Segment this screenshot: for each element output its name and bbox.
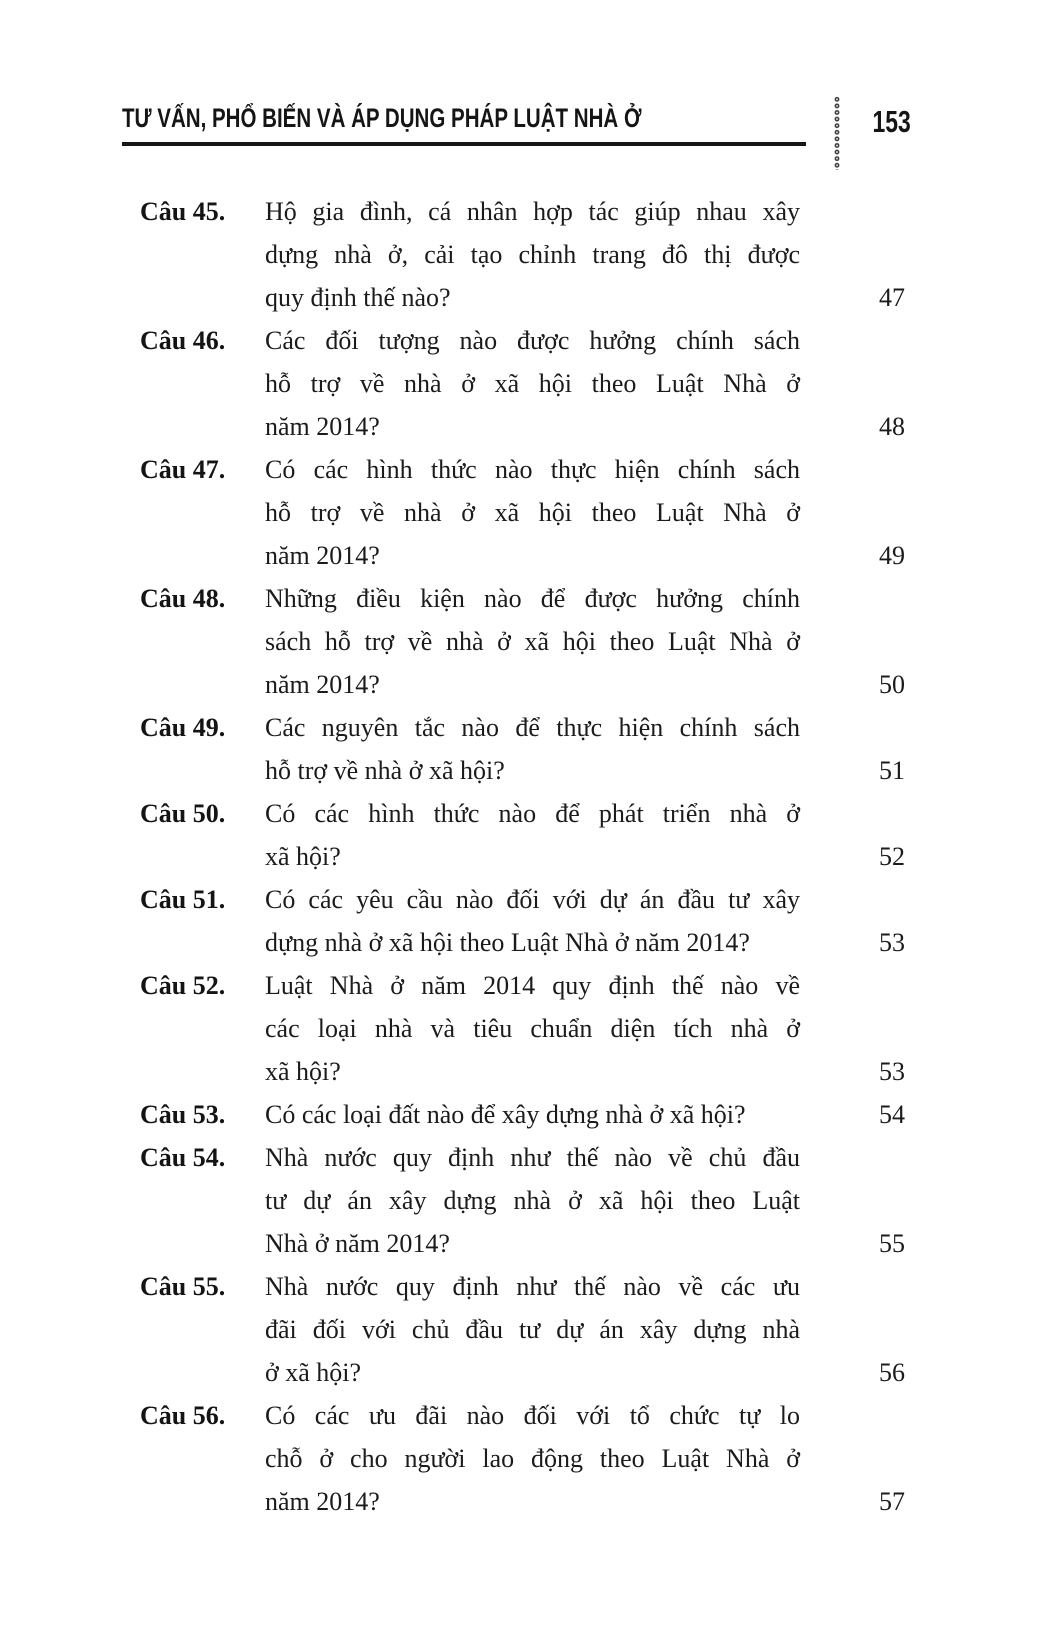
toc-entry-line: hỗ trợ về nhà ở xã hội? [265, 756, 505, 785]
toc-entry-line: xã hội? [265, 842, 341, 871]
toc-entry-question [265, 1265, 800, 1394]
toc-list [140, 190, 905, 1523]
toc-entry-question [265, 577, 800, 706]
toc-entry-page: 55 [879, 1229, 905, 1258]
toc-entry-label: Câu 51. [140, 885, 226, 914]
toc-entry-page: 51 [879, 756, 905, 785]
toc-entry-line: chỗ ở cho người lao động theo Luật Nhà ở [265, 1444, 800, 1473]
toc-entry [140, 878, 905, 964]
toc-entry-line: hỗ trợ về nhà ở xã hội theo Luật Nhà ở [265, 498, 800, 527]
toc-entry [140, 964, 905, 1093]
toc-entry-line: Hộ gia đình, cá nhân hợp tác giúp nhau xây [265, 197, 800, 226]
toc-entry-question [265, 448, 800, 577]
toc-entry [140, 792, 905, 878]
toc-entry-line: Có các loại đất nào để xây dựng nhà ở xã hội? [265, 1100, 746, 1129]
toc-entry-label: Câu 52. [140, 971, 226, 1000]
toc-entry-line: Nhà nước quy định như thế nào về chủ đầu [265, 1143, 800, 1172]
toc-entry-line: ở xã hội? [265, 1358, 362, 1387]
toc-entry-line: Luật Nhà ở năm 2014 quy định thế nào về [265, 971, 800, 1000]
toc-entry [140, 1093, 905, 1136]
toc-entry-page: 57 [879, 1487, 905, 1516]
toc-entry-label: Câu 47. [140, 455, 226, 484]
toc-entry-label: Câu 54. [140, 1143, 226, 1172]
toc-entry-label: Câu 45. [140, 197, 226, 226]
toc-entry-question [265, 1394, 800, 1523]
toc-entry-page: 56 [879, 1358, 905, 1387]
toc-entry-page: 48 [879, 412, 905, 441]
toc-entry-question [265, 706, 800, 792]
toc-entry-page: 50 [879, 670, 905, 699]
toc-entry-label: Câu 46. [140, 326, 226, 355]
toc-entry-line: năm 2014? [265, 412, 380, 441]
toc-entry-line: Các đối tượng nào được hưởng chính sách [265, 326, 800, 355]
toc-entry [140, 1394, 905, 1523]
toc-entry [140, 319, 905, 448]
toc-entry-line: Có các hình thức nào để phát triển nhà ở [265, 799, 800, 828]
toc-entry-line: tư dự án xây dựng nhà ở xã hội theo Luật [265, 1186, 800, 1215]
toc-entry-question [265, 319, 800, 448]
toc-entry-line: Có các ưu đãi nào đối với tổ chức tự lo [265, 1401, 800, 1430]
toc-entry-question [265, 1136, 800, 1265]
toc-entry-page: 49 [879, 541, 905, 570]
toc-entry-label: Câu 55. [140, 1272, 226, 1301]
toc-entry-line: năm 2014? [265, 1487, 380, 1516]
toc-entry-question [265, 964, 800, 1093]
toc-entry-line: năm 2014? [265, 541, 380, 570]
toc-entry-label: Câu 48. [140, 584, 226, 613]
toc-entry-question [265, 1093, 800, 1136]
toc-entry-line: Nhà nước quy định như thế nào về các ưu [265, 1272, 800, 1301]
toc-entry [140, 1265, 905, 1394]
toc-entry-line: Các nguyên tắc nào để thực hiện chính sách [265, 713, 800, 742]
toc-entry-page: 53 [879, 928, 905, 957]
toc-entry [140, 190, 905, 319]
toc-entry-page: 47 [879, 283, 905, 312]
toc-entry-label: Câu 56. [140, 1401, 226, 1430]
toc-entry-line: Có các hình thức nào thực hiện chính sách [265, 455, 800, 484]
toc-entry-line: đãi đối với chủ đầu tư dự án xây dựng nhà [265, 1315, 800, 1344]
toc-entry [140, 448, 905, 577]
running-header-title: TƯ VẤN, PHỔ BIẾN VÀ ÁP DỤNG PHÁP LUẬT NHÀ Ở [122, 103, 642, 133]
toc-entry-page: 54 [879, 1100, 905, 1129]
toc-entry-line: Nhà ở năm 2014? [265, 1229, 450, 1258]
folio-page-number: 153 [872, 104, 911, 139]
toc-entry-line: dựng nhà ở, cải tạo chỉnh trang đô thị được [265, 240, 800, 269]
toc-entry-line: năm 2014? [265, 670, 380, 699]
toc-entry [140, 706, 905, 792]
toc-entry-line: quy định thế nào? [265, 283, 451, 312]
toc-entry-line: dựng nhà ở xã hội theo Luật Nhà ở năm 2014? [265, 928, 750, 957]
toc-entry-page: 52 [879, 842, 905, 871]
toc-entry-line: hỗ trợ về nhà ở xã hội theo Luật Nhà ở [265, 369, 800, 398]
toc-entry-line: xã hội? [265, 1057, 341, 1086]
toc-entry-question [265, 792, 800, 878]
toc-entry-line: Những điều kiện nào để được hưởng chính [265, 584, 800, 613]
header-rule [122, 142, 806, 146]
toc-entry-question [265, 190, 800, 319]
toc-entry-line: sách hỗ trợ về nhà ở xã hội theo Luật Nhà ở [265, 627, 800, 656]
toc-entry-line: các loại nhà và tiêu chuẩn diện tích nhà ở [265, 1014, 800, 1043]
toc-entry-label: Câu 50. [140, 799, 226, 828]
toc-entry-label: Câu 49. [140, 713, 226, 742]
chain-ornament-icon [832, 96, 842, 170]
toc-entry [140, 577, 905, 706]
toc-entry-question [265, 878, 800, 964]
toc-entry-page: 53 [879, 1057, 905, 1086]
toc-entry [140, 1136, 905, 1265]
toc-entry-label: Câu 53. [140, 1100, 226, 1129]
toc-entry-line: Có các yêu cầu nào đối với dự án đầu tư xây [265, 885, 800, 914]
